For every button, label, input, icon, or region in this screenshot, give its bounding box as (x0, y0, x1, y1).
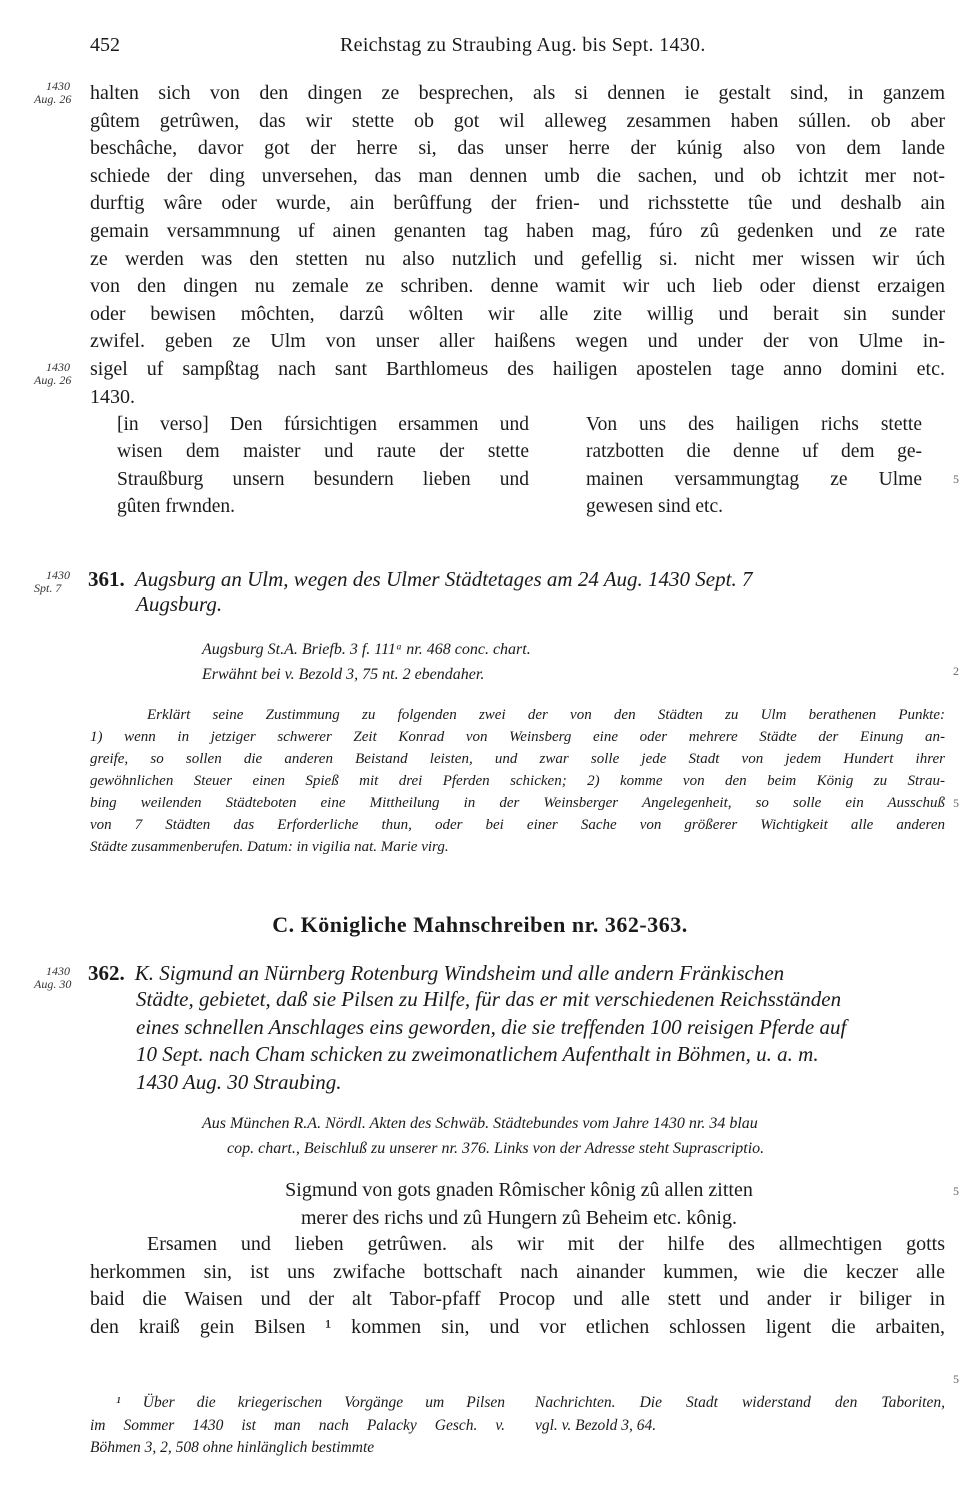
margin-date-year: 1430 (46, 568, 70, 582)
letter-line: baid die Waisen und der alt Tabor-pfaff Procop und alle stett und ander ir biliger in (90, 1288, 945, 1311)
entry-title: Augsburg an Ulm, wegen des Ulmer Städtetages am 24 Aug. 1430 Sept. 7 (134, 567, 753, 591)
source-line: Aus München R.A. Nördl. Akten des Schwäb. Städtebundes vom Jahre 1430 nr. 34 blau (202, 1115, 758, 1132)
summary-line: bing weilenden Städteboten eine Mittheilung in der Weinsberger Angelegenheit, so solle ein Ausschuß (90, 795, 945, 811)
source-line: Erwähnt bei v. Bezold 3, 75 nt. 2 ebendaher. (202, 666, 485, 683)
margin-date (34, 361, 71, 387)
salutation-line: Sigmund von gots gnaden Rômischer kônig zû allen zitten (285, 1179, 753, 1201)
footnote-line: Nachrichten. Die Stadt widerstand den Taboriten, (535, 1394, 945, 1411)
entry-title: K. Sigmund an Nürnberg Rotenburg Windsheim und alle andern Fränkischen (134, 961, 785, 985)
address-line: gûten frwnden. (117, 495, 236, 517)
address-right (586, 411, 922, 520)
edge-mark: 5 (953, 1372, 959, 1386)
letter-line: zwifel. geben ze Ulm von unser aller haißens wegen und under der von Ulme in- (90, 330, 945, 353)
entry-title: eines schnellen Anschlages eins geworden, die sie treffenden 100 reisigen Pferde auf (136, 1014, 847, 1039)
margin-date (34, 80, 71, 106)
section-heading: C. Königliche Mahnschreiben nr. 362-363. (272, 912, 688, 937)
edge-mark: 5 (953, 472, 959, 486)
letter-line: Ersamen und lieben getrûwen. als wir mit der hilfe des allmechtigen gotts (147, 1233, 945, 1255)
edge-mark: 2 (953, 664, 959, 678)
address-line: Von uns des hailigen richs stette (586, 414, 922, 435)
source-line: Augsburg St.A. Briefb. 3 f. 111ᵃ nr. 468 conc. chart. (202, 641, 531, 658)
margin-date-year: 1430 (46, 79, 70, 93)
address-line: ratzbotten die denne uf dem ge- (586, 441, 922, 463)
margin-date-day: Aug. 30 (34, 977, 72, 991)
summary-line: Städte zusammenberufen. Datum: in vigilia nat. Marie virg. (90, 839, 449, 855)
margin-date-year: 1430 (46, 360, 70, 374)
margin-date-day: Aug. 26 (34, 373, 72, 387)
entry-361-summary (90, 704, 945, 858)
address-line: gewesen sind etc. (586, 495, 723, 517)
letter-line: oder bewisen môchten, darzû wôlten wir alle zite willig und berait sin sunder (90, 302, 945, 325)
footnote-right (535, 1392, 945, 1437)
letter-line: gemain versammnung uf ainen genanten tag haben mag, fúro zû gedenken und ze rate (90, 220, 945, 242)
letter-line: gûtem getrûwen, das wir stette ob got wil alleweg zesammen haben súllen. ob aber (90, 109, 945, 132)
edge-mark: 5 (953, 1184, 959, 1198)
footnote-line: vgl. v. Bezold 3, 64. (535, 1416, 657, 1434)
edge-mark: 5 (953, 796, 959, 810)
margin-date (34, 569, 70, 595)
address-line: mainen versammungtag ze Ulme (586, 468, 922, 490)
page-header (90, 34, 940, 64)
entry-362-sources (202, 1111, 947, 1161)
letter-line: von den dingen nu zemale ze schriben. denne wamit wir uch lieb oder dienst erzaigen (90, 275, 945, 298)
salutation (0, 1176, 960, 1232)
summary-line: gewöhnlichen Steuer einen Spieß mit drei Pferden schicken; 2) komme von den beim König zu Strau- (90, 773, 945, 789)
address-line: Straußburg unsern besundern lieben und (117, 468, 529, 490)
letter-line: 1430. (90, 385, 135, 408)
salutation-line: merer des richs und zû Hungern zû Beheim etc. kônig. (301, 1207, 737, 1229)
letter-line: sigel uf sampßtag nach sant Barthlomeus des hailigen apostelen tage anno domini etc. (90, 358, 945, 380)
margin-date-day: Aug. 26 (34, 92, 72, 106)
summary-line: von 7 Städten das Erforderliche thun, oder bei einer Sache von größerer Wichtigkeit alle anderen (90, 817, 945, 833)
footnote-line: im Sommer 1430 ist man nach Palacky Gesch. v. (90, 1416, 505, 1434)
letter-line: herkommen sin, ist uns zwifache bottschaft nach ainander kummen, wie die keczer alle (90, 1260, 945, 1283)
entry-number: 361. (88, 567, 125, 591)
page-number: 452 (90, 34, 120, 56)
entry-title: Städte, gebietet, daß sie Pilsen zu Hilfe, für das er mit verschiedenen Reichsständen (136, 987, 842, 1011)
entry-number: 362. (88, 961, 125, 985)
letter-line: beschâche, davor got der herre si, das unser herre der kúnig also von dem lande (90, 137, 945, 160)
address-left (117, 411, 529, 520)
running-title: Reichstag zu Straubing Aug. bis Sept. 1430. (340, 34, 706, 56)
entry-361-heading (88, 567, 948, 617)
entry-title: 10 Sept. nach Cham schicken zu zweimonatlichem Aufenthalt in Böhmen, u. a. m. (136, 1042, 819, 1066)
margin-date (34, 965, 71, 991)
footnote-line: ¹ Über die kriegerischen Vorgänge um Pilsen (116, 1394, 505, 1411)
letter-line: halten sich von den dingen ze besprechen, als si dennen ie gestalt sind, in ganzem (90, 82, 945, 104)
entry-place: 1430 Aug. 30 Straubing. (136, 1069, 342, 1094)
footnote-left (90, 1392, 505, 1460)
letter-line: schiede der ding unversehen, das man dennen umb die sachen, und ob ichtzit mer not- (90, 164, 945, 187)
letter-line: durftig wâre oder wurde, ain berûffung der frien- und richsstette tûe und deshalb ain (90, 192, 945, 215)
entry-362-heading (88, 961, 948, 1096)
summary-line: greife, so sollen die anderen Beistand leisten, und zwar solle jede Stadt von jedem Hundert ihrer (90, 751, 945, 767)
letter-line: den kraiß gein Bilsen ¹ kommen sin, und vor etlichen schlossen ligent die arbaiten, (90, 1315, 945, 1338)
summary-line: Erklärt seine Zustimmung zu folgenden zwei der von den Städten zu Ulm berathenen Punkte: (147, 707, 945, 723)
entry-place: Augsburg. (136, 592, 223, 616)
source-line: cop. chart., Beischluß zu unserer nr. 376. Links von der Adresse steht Suprascriptio. (227, 1140, 765, 1157)
summary-line: 1) wenn in jetziger schwerer Zeit Konrad von Weinsberg eine oder mehrere Städte der Einung an- (90, 729, 945, 745)
letter-line: ze werden was den stetten nu also nutzlich und gefellig si. nicht mer wissen wir úch (90, 247, 945, 270)
address-line: [in verso] Den fúrsichtigen ersammen und (117, 414, 529, 435)
margin-date-year: 1430 (46, 964, 70, 978)
margin-date-day: Spt. 7 (34, 581, 62, 595)
entry-361-sources (202, 637, 942, 687)
footnote-line: Böhmen 3, 2, 508 ohne hinlänglich bestimmte (90, 1439, 375, 1456)
address-line: wisen dem maister und raute der stette (117, 441, 529, 463)
